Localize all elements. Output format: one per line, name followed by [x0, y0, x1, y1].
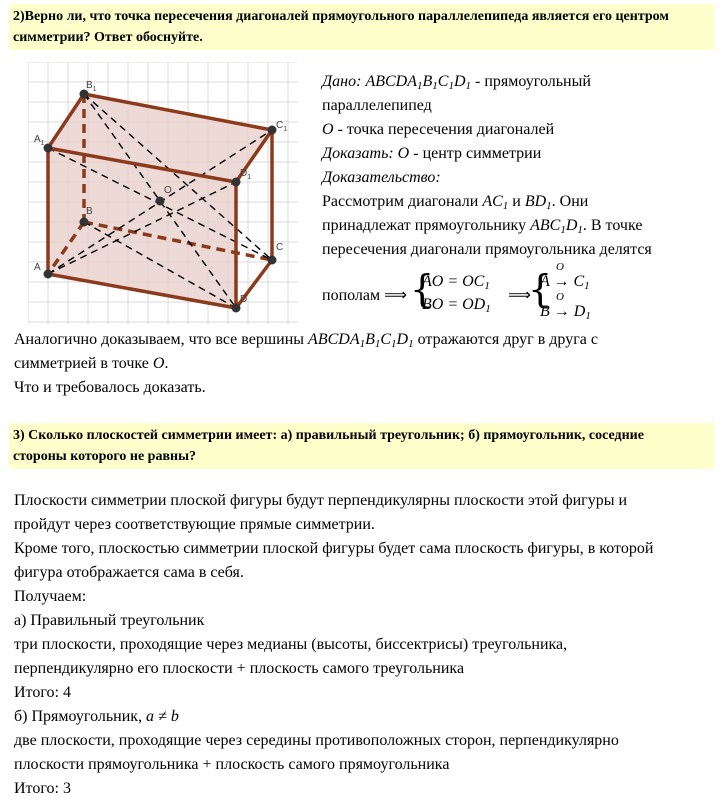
- vertex-a1: [44, 144, 53, 153]
- label-c: C: [276, 242, 284, 253]
- implies-arrow: ⟹: [508, 287, 531, 304]
- answer-line-12: плоскости прямоугольника + плоскость самого прямоугольника: [14, 756, 450, 773]
- given-line-2: параллелепипед: [322, 97, 432, 114]
- map-b-d: $B \to D_1$: [540, 303, 591, 322]
- given-object: $ABCDA_1B_1C_1D_1$: [365, 73, 472, 92]
- given-rest: - прямоугольный: [475, 73, 591, 90]
- arrow-o-label-1: O: [556, 261, 564, 273]
- vertex-o: [156, 197, 165, 206]
- answer-line-11: две плоскости, проходящие через середины противоположных сторон, перпендикулярно: [14, 732, 619, 749]
- vertex-b: [80, 218, 89, 227]
- answer-line-7: три плоскости, проходящие через медианы (высоты, биссектрисы) треугольника,: [14, 636, 568, 653]
- label-o: O: [164, 185, 172, 196]
- question-3-line-1: 3) Сколько плоскостей симметрии имеет: а) правильный треугольник; б) прямоугольник, соседние: [13, 428, 644, 443]
- label-d1: $D_1$: [240, 168, 252, 181]
- right-brace: {: [528, 267, 553, 311]
- answer-line-4: фигура отображается сама в себя.: [14, 564, 244, 581]
- answer-line-9: Итого: 4: [14, 684, 71, 701]
- left-brace: {: [410, 267, 435, 311]
- answer-line-10: б) Прямоугольник, a ≠ b: [14, 708, 179, 725]
- proof-line-1: Рассмотрим диагонали $AC_1$ и $BD_1$. Они: [322, 193, 589, 212]
- question-2-line-1: 2)Верно ли, что точка пересечения диагоналей прямоугольного параллелепипеда является его центром: [13, 9, 669, 24]
- prove-o: O: [397, 145, 410, 162]
- point-o-text: - точка пересечения диагоналей: [333, 121, 555, 138]
- answer-line-5: Получаем:: [14, 588, 87, 605]
- given-label: Дано:: [322, 73, 362, 90]
- answer-line-13: Итого: 3: [14, 780, 71, 797]
- conclusion-line-1: Аналогично доказываем, что все вершины $ABCDA_1B_1C_1D_1$ отражаются друг в друга с: [14, 331, 598, 350]
- parallelepiped-figure: [28, 62, 298, 324]
- answer-line-1: Плоскости симметрии плоской фигуры будут перпендикулярны плоскости этой фигуры и: [14, 492, 628, 509]
- prove-text: - центр симметрии: [409, 145, 542, 162]
- given-line: [322, 70, 591, 93]
- eq-ao-oc: AO = $OC_1$: [422, 273, 490, 292]
- vertex-c: [268, 256, 277, 265]
- question-3-heading: [9, 423, 714, 469]
- prove-line: [322, 142, 541, 165]
- label-a: A: [34, 262, 41, 273]
- label-d: D: [240, 294, 248, 305]
- proof-heading: Доказательство:: [322, 169, 441, 186]
- question-2-line-2: симметрии? Ответ обоснуйте.: [13, 30, 203, 45]
- label-b: B: [86, 206, 93, 217]
- eq-bo-od: BO = $OD_1$: [422, 296, 491, 315]
- prove-label: Доказать:: [322, 145, 394, 162]
- proof-line-3: пересечения диагонали прямоугольника делятся: [322, 241, 652, 258]
- answer-line-3: Кроме того, плоскостью симметрии плоской фигуры будет сама плоскость фигуры, в которой: [14, 540, 654, 557]
- point-o-line: [322, 118, 554, 141]
- answer-line-6: а) Правильный треугольник: [14, 612, 205, 629]
- conclusion-line-2: симметрией в точке O.: [14, 355, 169, 372]
- vertex-a: [44, 270, 53, 279]
- label-c1: $C_1$: [276, 120, 288, 133]
- arrow-o-label-2: O: [556, 291, 564, 303]
- point-o-symbol: O: [322, 121, 334, 138]
- halves-label: пополам ⟹: [322, 287, 408, 304]
- answer-line-8: перпендикулярно его плоскости + плоскость самого треугольника: [14, 660, 465, 677]
- label-a1: $A_1$: [34, 134, 45, 147]
- question-3-line-2: стороны которого не равны?: [13, 449, 196, 464]
- label-b1: $B_1$: [86, 80, 97, 93]
- proof-line-2: принадлежат прямоугольнику $ABC_1D_1$. В точке: [322, 217, 643, 236]
- conclusion-line-3: Что и требовалось доказать.: [14, 379, 206, 396]
- question-2-heading: [9, 4, 714, 50]
- answer-line-2: пройдут через соответствующие прямые симметрии.: [14, 516, 375, 533]
- map-a-c: $A \to C_1$: [540, 273, 590, 292]
